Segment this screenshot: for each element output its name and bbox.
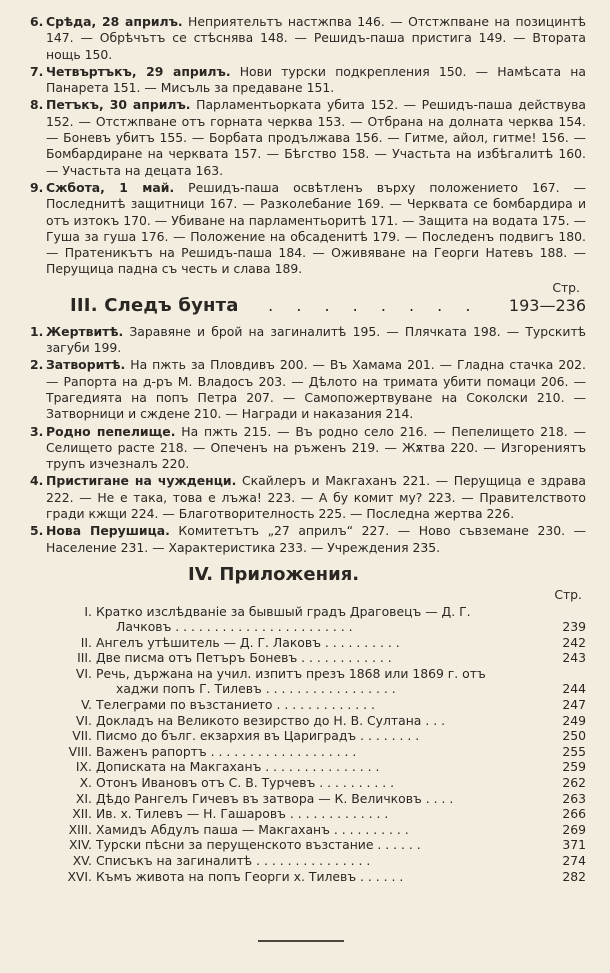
appendix-row — [54, 869, 586, 885]
entry-number: 5. — [30, 523, 44, 539]
toc-entry — [30, 357, 586, 422]
entry-body — [46, 424, 586, 473]
appendix-row — [54, 604, 586, 620]
appendix-page: 243 — [562, 650, 586, 666]
entry-title: Четвъртъкъ, 29 априлъ. — [46, 63, 231, 79]
roman-numeral: VI. — [75, 712, 92, 728]
entry-number: 2. — [30, 357, 44, 373]
appendix-title: Дописката на Макгаханъ . . . . . . . . . . . . . . . — [96, 759, 380, 775]
appendix-title: Телеграми по възстанието . . . . . . . . . . . . . — [96, 697, 375, 713]
entry-body — [46, 14, 586, 63]
entry-number: 3. — [30, 423, 44, 439]
appendix-row-continuation — [54, 681, 586, 697]
appendix-title: Къмъ живота на попъ Георги х. Тилевъ . . . . . . — [96, 868, 404, 884]
entry-text: Комитетътъ „27 априлъ“ 227. — Ново съвземане 230. — Население 231. — Характеристика 233. — Учреждения 235. — [46, 523, 586, 555]
appendix-title: Ангелъ утѣшитель — Д. Г. Лаковъ . . . . . . . . . . — [96, 634, 400, 650]
entry-title: Нова Перушица. — [46, 523, 170, 539]
appendix-title: Писмо до бълг. екзархия въ Цариградъ . . . . . . . . — [96, 728, 420, 744]
entry-number: 1. — [30, 323, 44, 339]
appendix-page: 255 — [562, 743, 586, 759]
roman-numeral: XIV. — [69, 837, 92, 853]
roman-numeral: XI. — [75, 790, 92, 806]
entry-body — [46, 180, 586, 278]
entry-body — [46, 473, 586, 522]
appendix-page: 249 — [562, 712, 586, 728]
roman-numeral: II. — [80, 634, 92, 650]
entry-body — [46, 357, 586, 422]
roman-numeral: V. — [81, 697, 92, 713]
entry-text: На пжть за Пловдивъ 200. — Въ Хамама 201. — Гладна стачка 202. — Рапорта на д-ръ М. Владосъ 203. — Дѣлото на тримата убити помаци 206. — Трагедията на попъ Петра 207. — Самопожертвуване на Соколски 210. — Затворници и сждене 210. — Награди и наказания 214. — [46, 357, 586, 422]
appendix-row — [54, 713, 586, 729]
roman-numeral: III. — [77, 650, 92, 666]
entry-body — [46, 324, 586, 357]
roman-numeral: XV. — [72, 853, 92, 868]
entry-title: Родно пепелище. — [46, 423, 176, 439]
end-rule — [258, 940, 344, 942]
toc-entry — [30, 424, 586, 473]
appendix-page: 282 — [562, 868, 586, 884]
appendix-page: 371 — [562, 837, 586, 853]
roman-numeral: XII. — [72, 806, 92, 822]
appendix-page: 266 — [562, 806, 586, 822]
appendix-row — [54, 806, 586, 822]
entry-body — [46, 523, 586, 556]
entry-number: 7. — [30, 63, 44, 79]
appendix-row — [54, 697, 586, 713]
section-3-heading — [70, 295, 586, 316]
roman-numeral: XVI. — [67, 868, 92, 884]
entry-title: Затворитѣ. — [46, 357, 126, 373]
toc-entry — [30, 64, 586, 97]
appendix-page: 244 — [562, 681, 586, 697]
entry-body — [46, 97, 586, 178]
entry-number: 8. — [30, 97, 44, 113]
appendix-row — [54, 853, 586, 869]
appendix-row — [54, 744, 586, 760]
entry-text: Парламентьорката убита 152. — Решидъ-паша действува 152. — Отстжпване отъ горната черква 153. — Отбрана на долната черква 154. — Боневъ убитъ 155. — Борбата продължава 156. — Гитме, айол, гитме! 156. — Бомбардиране на черквата 157. — Бѣгство 158. — Участьта на избѣгалитѣ 160. — Участьта на децата 163. — [46, 97, 586, 178]
appendix-title: Дѣдо Рангелъ Гичевъ въ затвора — К. Величковъ . . . . — [96, 790, 454, 806]
toc-entry — [30, 523, 586, 556]
appendix-page: 239 — [562, 619, 586, 635]
appendix-title-continuation: хаджи попъ Г. Тилевъ . . . . . . . . . . . . . . . . . — [116, 681, 396, 697]
appendix-title: Докладъ на Великото везирство до Н. В. Султана . . . — [96, 712, 446, 728]
appendix-title: Турски пѣсни за перущенското възстание . . . . . . — [96, 837, 421, 853]
entry-number: 6. — [30, 14, 44, 29]
appendix-row — [54, 650, 586, 666]
toc-entry — [30, 473, 586, 522]
roman-numeral: VI. — [75, 665, 92, 681]
appendix-title: Ив. х. Тилевъ — Н. Гашаровъ . . . . . . . . . . . . . — [96, 806, 389, 822]
entry-text: Заравяне и брой на загиналитѣ 195. — Плячката 198. — Турскитѣ загуби 199. — [46, 323, 586, 356]
section-3-entries — [30, 324, 586, 556]
toc-entry — [30, 97, 586, 178]
roman-numeral: IX. — [75, 759, 92, 775]
roman-numeral: X. — [79, 775, 92, 791]
entry-text: Решидъ-паша освѣтленъ върху положението 167. — Последнитѣ защитници 167. — Разколебание 169. — Черквата се бомбардира и отъ изтокъ 170. — Убиване на парламентьоритѣ 171. — Защита на водата 175. — Гуша за гуша 176. — Положение на обсаденитѣ 179. — Последенъ подвигъ 180. — Пратеникътъ на Решидъ-паша 184. — Оживяване на Георги Натевъ 188. — Перущица падна съ честь и слава 189. — [46, 179, 586, 277]
entry-body — [46, 64, 586, 97]
appendix-page: 259 — [562, 759, 586, 775]
section-4-heading: IV. Приложения. — [188, 563, 360, 585]
entry-text: Неприятельтъ настжпва 146. — Отстжпване на позицинтѣ 147. — Обрѣчътъ се стѣснява 148. — Решидъ-паша пристига 149. — Втората нощь 150. — [46, 14, 586, 62]
appendix-title: Две писма отъ Петъръ Боневъ . . . . . . . . . . . . — [96, 650, 392, 666]
appendix-row — [54, 822, 586, 838]
appendix-title: Отонъ Ивановъ отъ С. В. Турчевъ . . . . . . . . . . — [96, 775, 395, 791]
section-title: III. Следъ бунта — [70, 294, 239, 316]
entry-title: Сжбота, 1 май. — [46, 179, 175, 195]
appendix-title: Кратко изслѣдваніе за бывшый градъ Драговецъ — Д. Г. — [96, 603, 471, 619]
appendix-row — [54, 666, 586, 682]
toc-entry — [30, 180, 586, 278]
appendix-row — [54, 759, 586, 775]
entry-text: Скайлеръ и Макгаханъ 221. — Перущица е здрава 222. — Не е така, това е лъжа! 223. — А бу комит му? 223. — Правителството гради кжщи 224. — Благотворителность 225. — Последна жертва 226. — [46, 473, 586, 522]
roman-numeral: VII. — [72, 728, 92, 744]
appendix-page: 274 — [562, 853, 586, 868]
appendix-page: 262 — [562, 775, 586, 791]
entry-text: Нови турски подкрепления 150. — Намѣсата на Панарета 151. — Мисъль за предаване 151. — [46, 63, 586, 96]
appendix-page: 269 — [562, 821, 586, 837]
leader-dots: . . . . . . . . — [268, 295, 480, 315]
appendix-page: 250 — [562, 728, 586, 744]
entry-number: 9. — [30, 179, 44, 195]
appendix-page: 263 — [562, 790, 586, 806]
appendix-list — [30, 587, 586, 884]
appendix-row-continuation — [54, 619, 586, 635]
appendix-page: 247 — [562, 697, 586, 713]
appendix-title: Списъкъ на загиналитѣ . . . . . . . . . . . . . . . — [96, 853, 371, 868]
appendix-page: 242 — [562, 634, 586, 650]
appendix-row — [54, 837, 586, 853]
entry-title: Петъкъ, 30 априлъ. — [46, 97, 191, 113]
entry-title: Пристигане на чужденци. — [46, 473, 237, 489]
section-2-entries — [30, 14, 586, 278]
toc-entry — [30, 14, 586, 63]
appendix-title: Речь, държана на учил. изпитъ презъ 1868 или 1869 г. отъ — [96, 665, 486, 681]
section-pages: 193—236 — [508, 295, 586, 315]
appendix-row — [54, 791, 586, 807]
appendix-row — [54, 728, 586, 744]
entry-title: Срѣда, 28 априлъ. — [46, 14, 183, 29]
appendix-title-continuation: Лачковъ . . . . . . . . . . . . . . . . . . . . . . . — [116, 619, 353, 635]
roman-numeral: I. — [84, 603, 92, 619]
appendix-row — [54, 775, 586, 791]
appendix-title: Хамидъ Абдулъ паша — Макгаханъ . . . . . . . . . . — [96, 821, 409, 837]
page-column-label: Стр. — [552, 279, 580, 295]
appendix-page-column-label: Стр. — [554, 586, 582, 602]
entry-title: Жертвитѣ. — [46, 323, 124, 339]
appendix-title: Важенъ рапортъ . . . . . . . . . . . . . . . . . . . — [96, 743, 357, 759]
entry-text: На пжть 215. — Въ родно село 216. — Пепелището 218. — Селището расте 218. — Опеченъ на ръженъ 219. — Жѫтва 220. — Изгорениятъ трупъ изчезналъ 220. — [46, 423, 586, 472]
entry-number: 4. — [30, 473, 44, 489]
toc-entry — [30, 324, 586, 357]
roman-numeral: VIII. — [68, 743, 92, 759]
roman-numeral: XIII. — [68, 821, 92, 837]
appendix-row — [54, 635, 586, 651]
